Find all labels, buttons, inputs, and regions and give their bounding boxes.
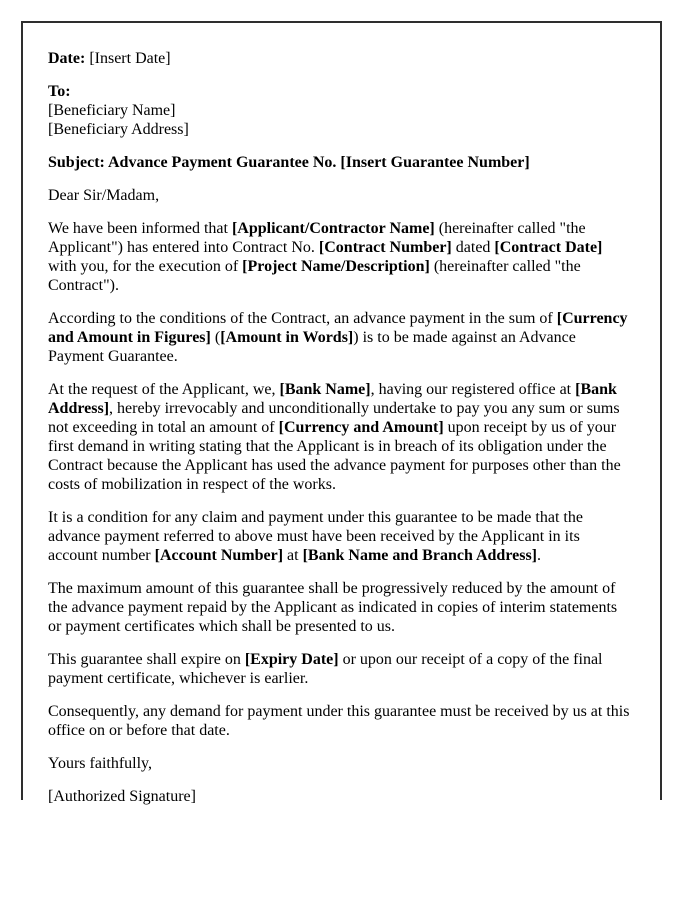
- para-undertaking: [48, 380, 630, 494]
- letter-body: [48, 49, 630, 806]
- para-expiry: [48, 650, 630, 688]
- placeholder-bold-text: [Bank Address]: [48, 381, 617, 417]
- letter-text: (hereinafter called "the Contract").: [48, 258, 581, 294]
- signature-placeholder: [48, 787, 630, 806]
- letter-text: with you, for the execution of: [48, 258, 243, 275]
- para-advance-sum: [48, 309, 630, 366]
- salutation: [48, 186, 630, 205]
- placeholder-bold-text: [Contract Date]: [494, 239, 603, 256]
- date-line: [48, 49, 630, 68]
- placeholder-bold-text: [Currency and Amount in Figures]: [48, 310, 628, 346]
- para-claim-condition: [48, 508, 630, 565]
- recipient-block: [48, 82, 630, 139]
- letter-text: [Insert Date]: [85, 50, 171, 67]
- placeholder-bold-text: [Contract Number]: [318, 239, 452, 256]
- placeholder-bold-text: Date:: [48, 50, 86, 67]
- letter-text: Dear Sir/Madam,: [48, 187, 160, 204]
- letter-text: This guarantee shall expire on: [48, 651, 245, 668]
- placeholder-bold-text: [Bank Name]: [279, 381, 371, 398]
- para-informed: [48, 219, 630, 295]
- para-reduction: [48, 579, 630, 636]
- placeholder-bold-text: [Bank Name and Branch Address]: [302, 547, 538, 564]
- letter-text: Yours faithfully,: [48, 755, 153, 772]
- placeholder-bold-text: To:: [48, 83, 71, 100]
- placeholder-bold-text: [Currency and Amount]: [278, 419, 444, 436]
- letter-text: or upon our receipt of a copy of the final payment certificate, whichever is earlier.: [48, 651, 603, 687]
- letter-text: [Beneficiary Name]: [48, 102, 176, 119]
- letter-text: (hereinafter called "the Applicant") has entered into Contract No.: [48, 220, 586, 256]
- placeholder-bold-text: Subject: Advance Payment Guarantee No. [Insert Guarantee Number]: [48, 154, 530, 171]
- letter-text: , having our registered office at: [370, 381, 576, 398]
- letter-text: At the request of the Applicant, we,: [48, 381, 280, 398]
- para-demand-deadline: [48, 702, 630, 740]
- letter-text: at: [283, 547, 303, 564]
- letter-text: .: [537, 547, 542, 564]
- placeholder-bold-text: [Applicant/Contractor Name]: [231, 220, 435, 237]
- closing: [48, 754, 630, 773]
- placeholder-bold-text: [Account Number]: [154, 547, 284, 564]
- placeholder-bold-text: [Project Name/Description]: [242, 258, 430, 275]
- placeholder-bold-text: [Amount in Words]: [220, 329, 354, 346]
- letter-text: The maximum amount of this guarantee shall be progressively reduced by the amount of the advance payment repaid by the Applicant as indicated in copies of interim statements or payment certificates which shall be presented to us.: [48, 580, 618, 635]
- letter-text: , hereby irrevocably and unconditionally undertake to pay you any sum or sums not exceeding in total an amount of: [48, 400, 620, 436]
- letter-text: It is a condition for any claim and payment under this guarantee to be made that the advance payment referred to above must have been received by the Applicant in its account number: [48, 509, 583, 564]
- letter-text: upon receipt by us of your first demand in writing stating that the Applicant is in breach of its obligation under the Contract because the Applicant has used the advance payment for purposes other than the costs of mobilization in respect of the works.: [48, 419, 621, 493]
- letter-text: dated: [451, 239, 495, 256]
- letter-text: According to the conditions of the Contract, an advance payment in the sum of: [48, 310, 557, 327]
- letter-page: [21, 21, 662, 805]
- subject-line: [48, 153, 630, 172]
- letter-text: We have been informed that: [48, 220, 232, 237]
- letter-text: (: [210, 329, 221, 346]
- letter-text: [Beneficiary Address]: [48, 121, 189, 138]
- letter-text: [Authorized Signature]: [48, 788, 196, 805]
- letter-text: Consequently, any demand for payment under this guarantee must be received by us at this office on or before that date.: [48, 703, 630, 739]
- placeholder-bold-text: [Expiry Date]: [244, 651, 339, 668]
- letter-text: ) is to be made against an Advance Payment Guarantee.: [48, 329, 576, 365]
